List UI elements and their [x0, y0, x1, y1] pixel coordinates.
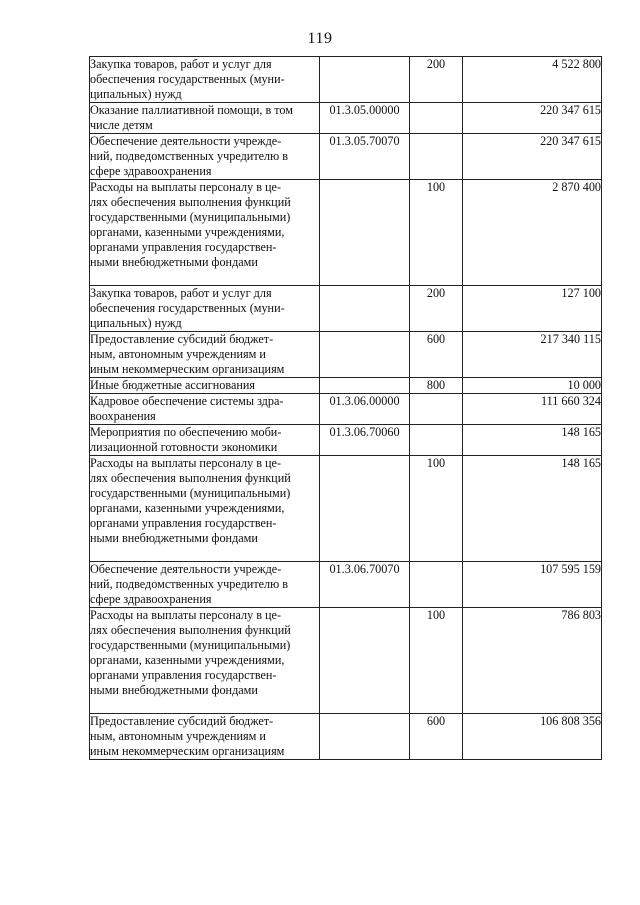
expense-name-cell — [90, 378, 320, 394]
table-row — [90, 103, 602, 134]
expense-name-line: Предоставление субсидий бюджет- — [90, 714, 274, 728]
expense-name-line: воохранения — [90, 409, 156, 423]
table-row — [90, 425, 602, 456]
amount-cell: 220 347 615 — [463, 103, 602, 134]
expense-name-line: ным, автономным учреждениям и — [90, 729, 266, 743]
expense-name-line: Закупка товаров, работ и услуг для — [90, 57, 272, 71]
table-row — [90, 562, 602, 608]
expense-name-line: лях обеспечения выполнения функций — [90, 471, 291, 485]
expense-type-cell: 200 — [410, 57, 463, 103]
expense-name-line: органами управления государствен- — [90, 516, 277, 530]
expense-type-cell — [410, 134, 463, 180]
expense-name-line: государственными (муниципальными) — [90, 638, 291, 652]
expense-name-line: ципальных) нужд — [90, 87, 182, 101]
expense-name-cell — [90, 180, 320, 286]
expense-type-cell: 200 — [410, 286, 463, 332]
expense-name-line: иным некоммерческим организациям — [90, 744, 285, 758]
table-row — [90, 332, 602, 378]
expense-name-line: числе детям — [90, 118, 153, 132]
expense-type-cell: 100 — [410, 180, 463, 286]
expense-type-cell — [410, 103, 463, 134]
expense-name-line: Обеспечение деятельности учрежде- — [90, 134, 282, 148]
target-article-code-cell — [320, 378, 410, 394]
amount-cell: 127 100 — [463, 286, 602, 332]
amount-cell: 106 808 356 — [463, 714, 602, 760]
target-article-code-cell — [320, 180, 410, 286]
expense-name-cell — [90, 562, 320, 608]
expense-name-cell — [90, 134, 320, 180]
expense-name-cell — [90, 456, 320, 562]
expense-type-cell: 600 — [410, 714, 463, 760]
table-row — [90, 57, 602, 103]
target-article-code-cell: 01.3.05.00000 — [320, 103, 410, 134]
expense-name-line — [90, 698, 319, 713]
table-row — [90, 714, 602, 760]
budget-table — [89, 56, 602, 760]
target-article-code-cell: 01.3.06.70060 — [320, 425, 410, 456]
expense-name-line: иным некоммерческим организациям — [90, 362, 285, 376]
expense-name-line: Мероприятия по обеспечению моби- — [90, 425, 282, 439]
target-article-code-cell — [320, 608, 410, 714]
amount-cell: 107 595 159 — [463, 562, 602, 608]
expense-name-line: Расходы на выплаты персоналу в це- — [90, 180, 282, 194]
expense-name-line: государственными (муниципальными) — [90, 210, 291, 224]
expense-name-line: ципальных) нужд — [90, 316, 182, 330]
amount-cell: 148 165 — [463, 456, 602, 562]
expense-type-cell: 100 — [410, 608, 463, 714]
expense-name-line: обеспечения государственных (муни- — [90, 72, 285, 86]
expense-name-cell — [90, 714, 320, 760]
target-article-code-cell: 01.3.06.70070 — [320, 562, 410, 608]
expense-name-line: Предоставление субсидий бюджет- — [90, 332, 274, 346]
budget-table-body — [90, 57, 602, 760]
expense-name-line — [90, 546, 319, 561]
amount-cell: 2 870 400 — [463, 180, 602, 286]
amount-cell: 217 340 115 — [463, 332, 602, 378]
table-row — [90, 394, 602, 425]
target-article-code-cell — [320, 456, 410, 562]
expense-name-line: органами, казенными учреждениями, — [90, 501, 285, 515]
expense-name-line: органами управления государствен- — [90, 240, 277, 254]
target-article-code-cell — [320, 332, 410, 378]
table-row — [90, 378, 602, 394]
expense-name-line: ными внебюджетными фондами — [90, 531, 258, 545]
expense-name-line: Кадровое обеспечение системы здра- — [90, 394, 284, 408]
expense-name-line: Закупка товаров, работ и услуг для — [90, 286, 272, 300]
target-article-code-cell — [320, 57, 410, 103]
expense-type-cell — [410, 394, 463, 425]
expense-name-line: органами управления государствен- — [90, 668, 277, 682]
expense-name-line: Иные бюджетные ассигнования — [90, 378, 256, 392]
expense-type-cell: 600 — [410, 332, 463, 378]
table-row — [90, 180, 602, 286]
expense-name-line — [90, 270, 319, 285]
expense-type-cell: 800 — [410, 378, 463, 394]
expense-name-line: ний, подведомственных учредителю в — [90, 149, 289, 163]
expense-name-line: сфере здравоохранения — [90, 164, 212, 178]
expense-name-line: ными внебюджетными фондами — [90, 255, 258, 269]
expense-name-line: Обеспечение деятельности учрежде- — [90, 562, 282, 576]
expense-name-cell — [90, 394, 320, 425]
amount-cell: 786 803 — [463, 608, 602, 714]
target-article-code-cell — [320, 286, 410, 332]
expense-name-line: Расходы на выплаты персоналу в це- — [90, 456, 282, 470]
table-row — [90, 286, 602, 332]
expense-name-line: органами, казенными учреждениями, — [90, 653, 285, 667]
expense-name-line: ным, автономным учреждениям и — [90, 347, 266, 361]
amount-cell: 220 347 615 — [463, 134, 602, 180]
expense-name-cell — [90, 332, 320, 378]
table-row — [90, 134, 602, 180]
expense-name-line: лях обеспечения выполнения функций — [90, 195, 291, 209]
expense-name-cell — [90, 286, 320, 332]
expense-name-line: лизационной готовности экономики — [90, 440, 278, 454]
target-article-code-cell: 01.3.05.70070 — [320, 134, 410, 180]
expense-name-line: государственными (муниципальными) — [90, 486, 291, 500]
expense-name-line: органами, казенными учреждениями, — [90, 225, 285, 239]
expense-name-line: лях обеспечения выполнения функций — [90, 623, 291, 637]
expense-name-cell — [90, 425, 320, 456]
target-article-code-cell: 01.3.06.00000 — [320, 394, 410, 425]
expense-name-cell — [90, 57, 320, 103]
amount-cell: 111 660 324 — [463, 394, 602, 425]
expense-name-line: Оказание паллиативной помощи, в том — [90, 103, 294, 117]
table-row — [90, 608, 602, 714]
expense-name-line: обеспечения государственных (муни- — [90, 301, 285, 315]
expense-name-cell — [90, 103, 320, 134]
expense-name-line: Расходы на выплаты персоналу в це- — [90, 608, 282, 622]
amount-cell: 148 165 — [463, 425, 602, 456]
expense-name-cell — [90, 608, 320, 714]
expense-name-line: ний, подведомственных учредителю в — [90, 577, 289, 591]
table-row — [90, 456, 602, 562]
expense-type-cell — [410, 562, 463, 608]
page-number: 119 — [307, 30, 333, 47]
expense-type-cell: 100 — [410, 456, 463, 562]
expense-name-line: сфере здравоохранения — [90, 592, 212, 606]
amount-cell: 10 000 — [463, 378, 602, 394]
expense-type-cell — [410, 425, 463, 456]
expense-name-line: ными внебюджетными фондами — [90, 683, 258, 697]
target-article-code-cell — [320, 714, 410, 760]
amount-cell: 4 522 800 — [463, 57, 602, 103]
